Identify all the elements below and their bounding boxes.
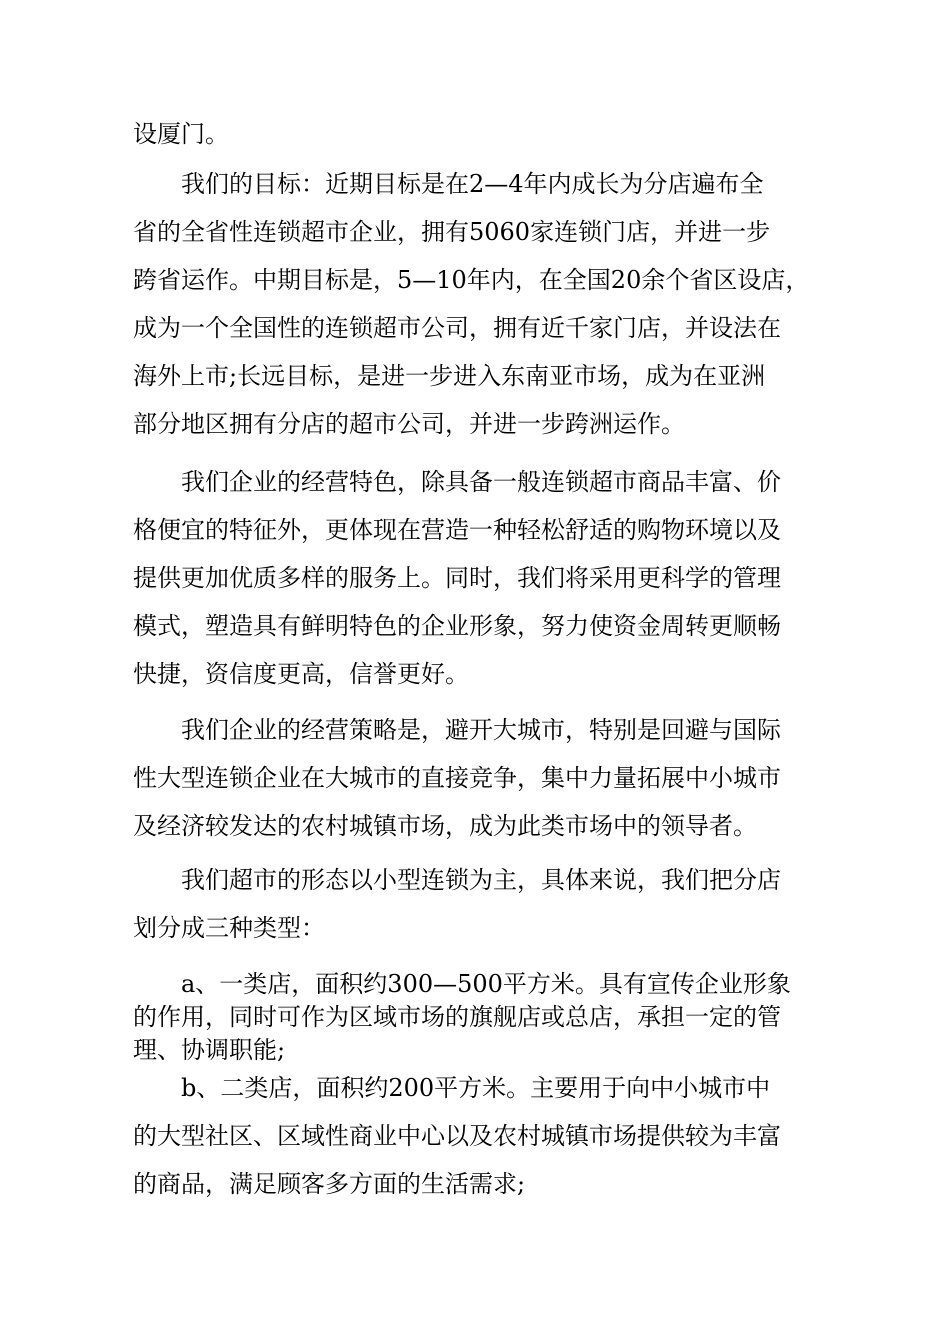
text-line: a、一类店，面积约300—500平方米。具有宣传企业形象	[133, 970, 791, 998]
text-line: 的大型社区、区域性商业中心以及农村城镇市场提供较为丰富	[133, 1122, 781, 1150]
text-line: 模式，塑造具有鲜明特色的企业形象，努力使资金周转更顺畅	[133, 612, 781, 640]
text-line: 性大型连锁企业在大城市的直接竞争，集中力量拓展中小城市	[133, 764, 781, 792]
paragraph-type-b	[133, 1064, 833, 1208]
text-line: 及经济较发达的农村城镇市场，成为此类市场中的领导者。	[133, 812, 757, 840]
paragraph-goals	[133, 160, 833, 448]
paragraph-type-a	[133, 968, 833, 1067]
text-line: 的作用，同时可作为区域市场的旗舰店或总店，承担一定的管	[133, 1003, 781, 1031]
text-line: 设厦门。	[133, 120, 229, 148]
text-line: 部分地区拥有分店的超市公司，并进一步跨洲运作。	[133, 410, 685, 438]
text-line: 我们企业的经营策略是，避开大城市，特别是回避与国际	[133, 716, 781, 744]
paragraph-features	[133, 458, 833, 698]
paragraph-store-types	[133, 856, 833, 952]
paragraph-intro-tail	[133, 110, 833, 158]
text-line: 的商品，满足顾客多方面的生活需求;	[133, 1170, 526, 1198]
text-line: 省的全省性连锁超市企业，拥有5060家连锁门店，并进一步	[133, 218, 771, 246]
text-line: 划分成三种类型：	[133, 914, 325, 942]
text-line: 我们超市的形态以小型连锁为主，具体来说，我们把分店	[133, 866, 781, 894]
text-line: 海外上市;长远目标，是进一步进入东南亚市场，成为在亚洲	[133, 362, 766, 390]
text-line: 我们企业的经营特色，除具备一般连锁超市商品丰富、价	[133, 468, 781, 496]
text-line: 我们的目标：近期目标是在2—4年内成长为分店遍布全	[133, 170, 764, 198]
text-line: b、二类店，面积约200平方米。主要用于向中小城市中	[133, 1074, 771, 1102]
text-line: 提供更加优质多样的服务上。同时，我们将采用更科学的管理	[133, 564, 781, 592]
text-line: 快捷，资信度更高，信誉更好。	[133, 660, 469, 688]
text-line: 成为一个全国性的连锁超市公司，拥有近千家门店，并设法在	[133, 314, 781, 342]
text-line: 格便宜的特征外，更体现在营造一种轻松舒适的购物环境以及	[133, 516, 781, 544]
paragraph-strategy	[133, 706, 833, 850]
text-line: 跨省运作。中期目标是，5—10年内，在全国20余个省区设店，	[133, 266, 810, 294]
text-line: 理、协调职能;	[133, 1036, 286, 1064]
